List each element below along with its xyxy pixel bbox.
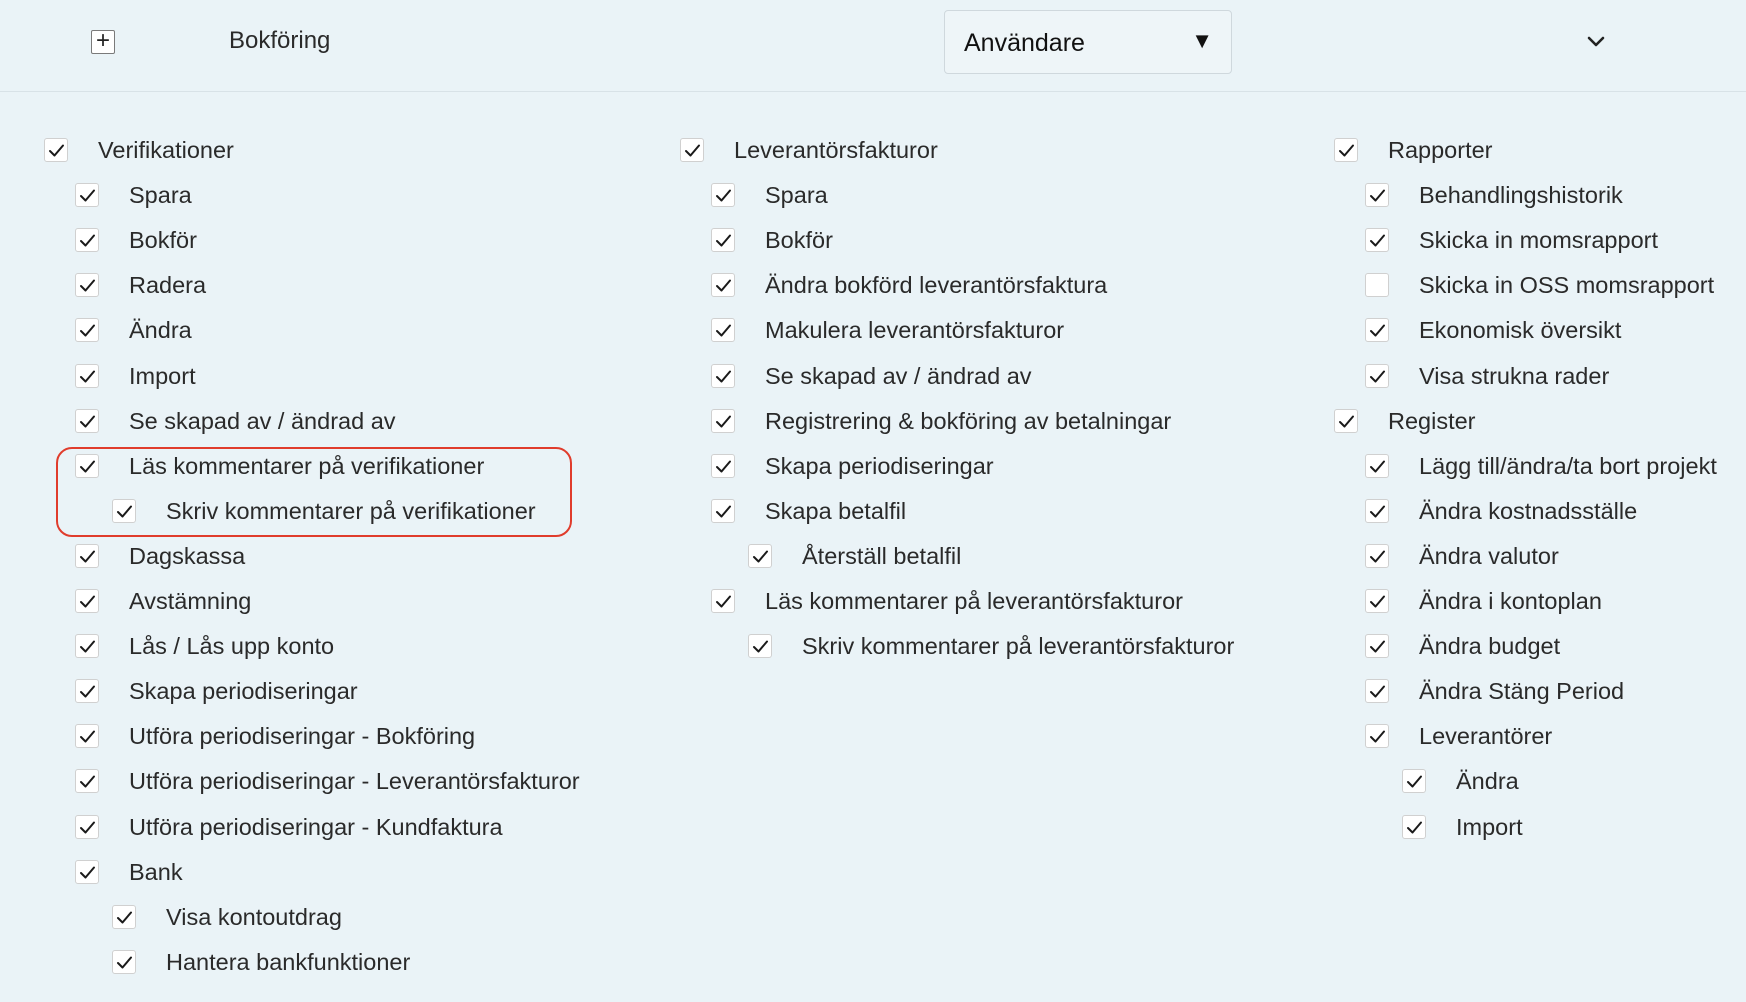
checkmark-icon [79, 820, 96, 835]
permission-checkbox[interactable] [75, 228, 99, 252]
permission-label: Makulera leverantörsfakturor [765, 317, 1065, 344]
permission-checkbox[interactable] [1334, 409, 1358, 433]
permission-checkbox[interactable] [75, 815, 99, 839]
checkmark-icon [79, 865, 96, 880]
permission-label: Import [1456, 813, 1523, 840]
permission-label: Skriv kommentarer på leverantörsfakturor [802, 633, 1235, 660]
checkmark-icon [1369, 459, 1386, 474]
permission-label: Se skapad av / ändrad av [765, 362, 1032, 389]
permission-label: Skapa periodiseringar [765, 452, 994, 479]
permission-checkbox[interactable] [711, 409, 735, 433]
checkmark-icon [1369, 323, 1386, 338]
permission-checkbox[interactable] [75, 409, 99, 433]
checkmark-icon [1369, 369, 1386, 384]
permission-label: Behandlingshistorik [1419, 182, 1623, 209]
permission-label: Utföra periodiseringar - Bokföring [129, 723, 476, 750]
checkmark-icon [752, 549, 769, 564]
checkmark-icon [79, 684, 96, 699]
permission-label: Läs kommentarer på leverantörsfakturor [765, 588, 1183, 614]
permission-label: Ändra bokförd leverantörsfaktura [765, 272, 1108, 299]
checkmark-icon [79, 774, 96, 789]
permission-label: Avstämning [129, 588, 252, 614]
permission-label: Verifikationer [98, 137, 234, 163]
permission-checkbox[interactable] [711, 589, 735, 613]
checkmark-icon [684, 143, 701, 158]
checkmark-icon [79, 369, 96, 384]
permission-checkbox[interactable] [75, 589, 99, 613]
permission-label: Radera [129, 272, 207, 299]
permission-checkbox[interactable] [1365, 499, 1389, 523]
checkmark-icon [715, 459, 732, 474]
permission-checkbox[interactable] [748, 634, 772, 658]
checkmark-icon [715, 188, 732, 203]
permission-checkbox[interactable] [1365, 544, 1389, 568]
permission-label: Leverantörsfakturor [734, 137, 938, 163]
permission-checkbox[interactable] [75, 273, 99, 297]
permission-checkbox[interactable] [112, 905, 136, 929]
permission-label: Skapa betalfil [765, 497, 907, 524]
permission-checkbox[interactable] [711, 318, 735, 342]
permission-checkbox[interactable] [1365, 634, 1389, 658]
permission-checkbox[interactable] [75, 544, 99, 568]
permission-label: Skicka in momsrapport [1419, 227, 1658, 254]
section-title: Bokföring [229, 27, 331, 54]
permission-checkbox[interactable] [75, 679, 99, 703]
role-select[interactable] [944, 10, 1232, 74]
permission-label: Bank [129, 858, 183, 885]
permission-checkbox[interactable] [112, 950, 136, 974]
permission-label: Ändra Stäng Period [1419, 678, 1625, 705]
checkmark-icon [79, 549, 96, 564]
permission-label: Rapporter [1388, 137, 1493, 163]
checkmark-icon [79, 188, 96, 203]
permission-label: Läs kommentarer på verifikationer [129, 452, 485, 479]
checkmark-icon [48, 143, 65, 158]
permission-label: Spara [765, 182, 828, 209]
permission-checkbox[interactable] [711, 364, 735, 388]
permission-label: Ändra valutor [1419, 542, 1559, 569]
permission-label: Skicka in OSS momsrapport [1419, 272, 1715, 299]
checkmark-icon [1406, 820, 1423, 835]
permission-label: Ekonomisk översikt [1419, 317, 1622, 344]
permission-checkbox[interactable] [75, 364, 99, 388]
add-button[interactable]: + [91, 30, 115, 54]
permission-label: Bokför [129, 227, 197, 254]
permission-checkbox[interactable] [1365, 454, 1389, 478]
permission-label: Ändra [129, 317, 192, 344]
permission-checkbox[interactable] [75, 860, 99, 884]
permission-label: Ändra kostnadsställe [1419, 497, 1638, 524]
permission-label: Lås / Lås upp konto [129, 633, 335, 660]
permission-label: Utföra periodiseringar - Kundfaktura [129, 813, 503, 840]
permission-checkbox[interactable] [1365, 228, 1389, 252]
permission-label: Återställ betalfil [802, 542, 962, 569]
checkmark-icon [79, 729, 96, 744]
permission-checkbox[interactable] [711, 454, 735, 478]
permission-label: Ändra budget [1419, 633, 1561, 660]
permission-label: Visa strukna rader [1419, 362, 1610, 389]
checkmark-icon [1369, 504, 1386, 519]
permission-label: Skapa periodiseringar [129, 678, 358, 705]
permission-label: Bokför [765, 227, 833, 254]
permission-checkbox[interactable] [680, 138, 704, 162]
checkmark-icon [1369, 639, 1386, 654]
permission-label: Utföra periodiseringar - Leverantörsfakturor [129, 768, 580, 795]
permission-checkbox[interactable] [75, 634, 99, 658]
permission-label: Registrering & bokföring av betalningar [765, 407, 1172, 434]
checkmark-icon [79, 233, 96, 248]
permission-checkbox[interactable] [75, 318, 99, 342]
checkmark-icon [116, 910, 133, 925]
permission-checkbox[interactable] [1365, 318, 1389, 342]
permission-checkbox[interactable] [711, 499, 735, 523]
checkmark-icon [715, 414, 732, 429]
checkmark-icon [715, 323, 732, 338]
chevron-down-icon[interactable] [1582, 28, 1610, 56]
permission-checkbox[interactable] [1365, 273, 1389, 297]
permission-checkbox[interactable] [748, 544, 772, 568]
permission-checkbox[interactable] [75, 769, 99, 793]
checkmark-icon [1369, 233, 1386, 248]
checkmark-icon [1369, 684, 1386, 699]
permission-checkbox[interactable] [75, 724, 99, 748]
checkmark-icon [715, 594, 732, 609]
checkmark-icon [715, 233, 732, 248]
highlight-box [56, 447, 572, 537]
dropdown-arrow-icon: ▼ [1191, 28, 1213, 53]
checkmark-icon [715, 278, 732, 293]
checkmark-icon [752, 639, 769, 654]
permission-checkbox[interactable] [1402, 815, 1426, 839]
permission-checkbox[interactable] [44, 138, 68, 162]
permission-label: Import [129, 362, 196, 389]
checkmark-icon [79, 414, 96, 429]
permission-label: Leverantörer [1419, 723, 1553, 750]
permission-label: Ändra i kontoplan [1419, 588, 1602, 614]
checkmark-icon [79, 639, 96, 654]
permission-checkbox[interactable] [1334, 138, 1358, 162]
top-bar [0, 0, 1746, 92]
checkmark-icon [1338, 143, 1355, 158]
checkmark-icon [1369, 549, 1386, 564]
permission-label: Spara [129, 182, 192, 209]
checkmark-icon [715, 369, 732, 384]
permission-checkbox[interactable] [1365, 679, 1389, 703]
permission-label: Skriv kommentarer på verifikationer [166, 497, 536, 524]
permission-label: Dagskassa [129, 542, 246, 569]
checkmark-icon [79, 594, 96, 609]
permission-label: Visa kontoutdrag [166, 903, 342, 930]
permission-checkbox[interactable] [711, 228, 735, 252]
role-select-value: Användare [964, 29, 1085, 57]
checkmark-icon [116, 955, 133, 970]
permission-checkbox[interactable] [1365, 724, 1389, 748]
permission-checkbox[interactable] [1365, 183, 1389, 207]
checkmark-icon [1338, 414, 1355, 429]
checkmark-icon [1369, 594, 1386, 609]
permission-checkbox[interactable] [711, 273, 735, 297]
checkmark-icon [1369, 729, 1386, 744]
permission-checkbox[interactable] [1365, 589, 1389, 613]
checkmark-icon [1406, 774, 1423, 789]
permission-label: Se skapad av / ändrad av [129, 407, 396, 434]
checkmark-icon [1369, 188, 1386, 203]
permission-checkbox[interactable] [1402, 769, 1426, 793]
permission-label: Register [1388, 407, 1476, 434]
permission-checkbox[interactable] [711, 183, 735, 207]
permission-checkbox[interactable] [1365, 364, 1389, 388]
checkmark-icon [79, 278, 96, 293]
permission-checkbox[interactable] [75, 183, 99, 207]
permission-label: Ändra [1456, 768, 1519, 795]
checkmark-icon [79, 323, 96, 338]
checkmark-icon [715, 504, 732, 519]
permission-label: Lägg till/ändra/ta bort projekt [1419, 452, 1717, 479]
permission-label: Hantera bankfunktioner [166, 948, 411, 975]
